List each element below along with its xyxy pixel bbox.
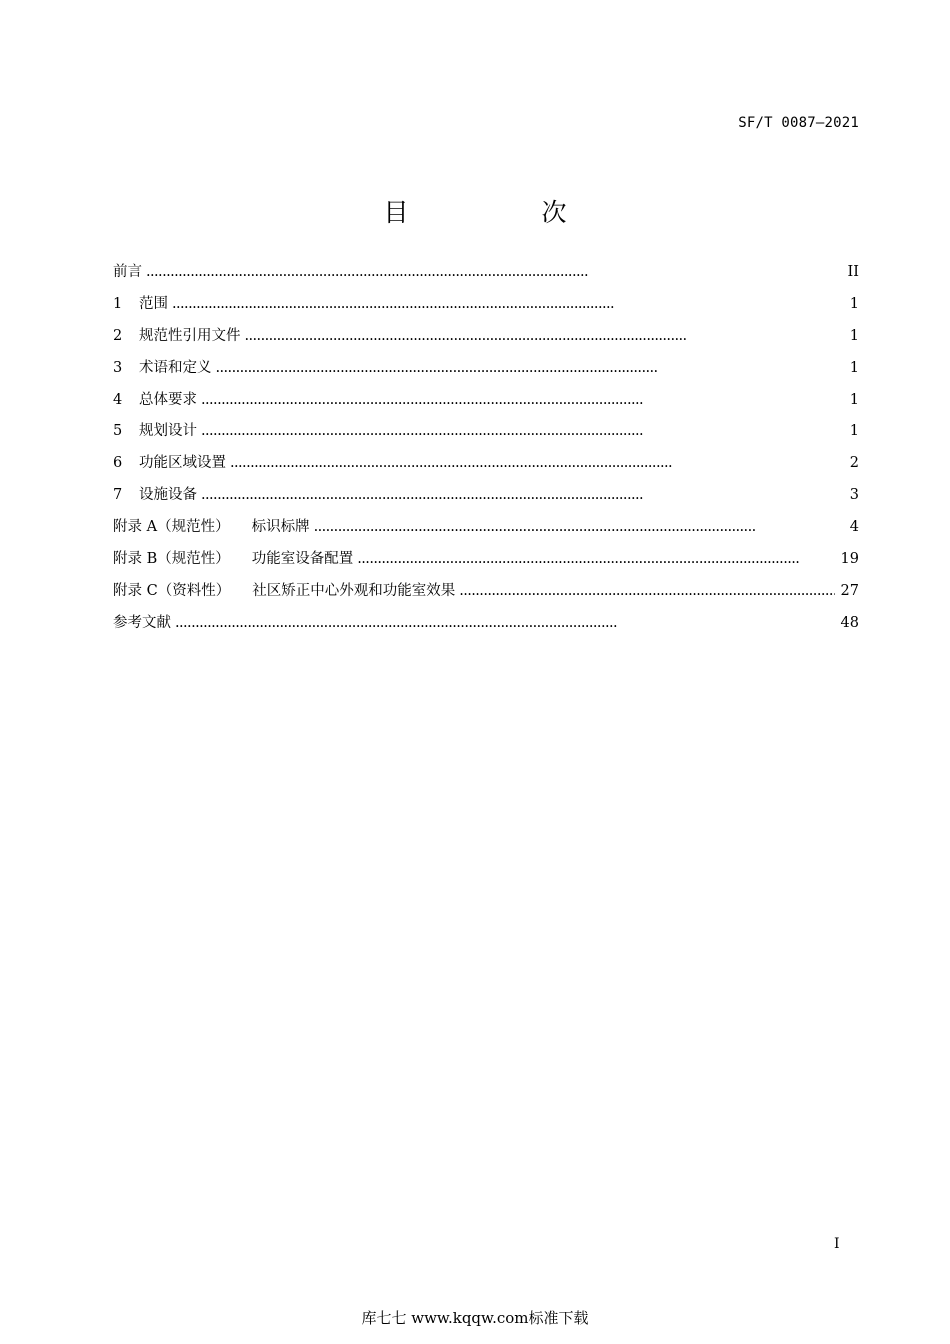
document-code: SF/T 0087—2021: [738, 115, 859, 131]
toc-leader-dots: [245, 328, 840, 344]
toc-appendix-tag: 附录 A（规范性）: [113, 519, 230, 536]
toc-entry-page: 3: [849, 487, 859, 504]
toc-leader-dots: [230, 455, 839, 471]
toc-leader-dots: [175, 615, 835, 631]
toc-entry-general-requirements[interactable]: [113, 388, 859, 420]
toc-entry-number: 3: [113, 359, 123, 376]
toc-entry-label: 功能区域设置: [139, 455, 226, 472]
toc-entry-planning-design[interactable]: [113, 419, 859, 451]
toc-entry-label: 社区矫正中心外观和功能室效果: [252, 582, 456, 599]
toc-entry-label: 术语和定义: [139, 359, 212, 376]
toc-appendix-tag: 附录 B（规范性）: [113, 551, 230, 568]
toc-entry-scope[interactable]: [113, 292, 859, 324]
toc-list: [113, 260, 859, 643]
toc-entry-page: 27: [840, 582, 859, 599]
toc-entry-label: 前言: [113, 264, 142, 280]
toc-entry-page: 1: [849, 391, 859, 408]
toc-leader-dots: [201, 392, 839, 408]
toc-leader-dots: [357, 551, 834, 567]
toc-entry-label: 功能室设备配置: [251, 551, 354, 568]
toc-title: 目 次: [383, 198, 621, 227]
toc-entry-terms[interactable]: [113, 356, 859, 388]
toc-leader-dots: [201, 487, 839, 503]
toc-entry-number: 2: [113, 327, 123, 344]
toc-entry-page: II: [847, 264, 859, 280]
toc-leader-dots: [314, 519, 839, 535]
toc-entry-facilities[interactable]: [113, 483, 859, 515]
toc-leader-dots: [146, 264, 839, 280]
toc-appendix-tag: 附录 C（资料性）: [113, 582, 231, 599]
download-watermark: 库七七 www.kqqw.com标准下载: [361, 1309, 589, 1327]
toc-entry-number: 6: [113, 455, 123, 472]
toc-entry-page: 48: [840, 614, 859, 631]
toc-entry-page: 19: [840, 551, 859, 568]
toc-leader-dots: [201, 423, 839, 439]
toc-entry-number: 4: [113, 391, 123, 408]
toc-entry-label: 规划设计: [139, 423, 197, 440]
toc-entry-page: 4: [849, 519, 859, 536]
page-number: I: [834, 1236, 840, 1252]
toc-leader-dots: [172, 296, 839, 312]
toc-entry-label: 参考文献: [113, 614, 171, 631]
toc-entry-number: 7: [113, 487, 123, 504]
toc-leader-dots: [459, 583, 834, 599]
toc-entry-page: 2: [849, 455, 859, 472]
toc-entry-foreword[interactable]: [113, 260, 859, 292]
toc-entry-appendix-a[interactable]: [113, 515, 859, 547]
toc-entry-page: 1: [849, 359, 859, 376]
toc-entry-appendix-c[interactable]: [113, 579, 859, 611]
toc-entry-number: 1: [113, 295, 123, 312]
toc-entry-page: 1: [849, 423, 859, 440]
toc-entry-bibliography[interactable]: [113, 611, 859, 643]
toc-entry-normative-references[interactable]: [113, 324, 859, 356]
toc-entry-number: 5: [113, 423, 123, 440]
toc-entry-appendix-b[interactable]: [113, 547, 859, 579]
toc-entry-label: 设施设备: [139, 487, 197, 504]
toc-leader-dots: [216, 360, 840, 376]
toc-entry-label: 规范性引用文件: [139, 327, 241, 344]
toc-entry-functional-areas[interactable]: [113, 451, 859, 483]
toc-entry-label: 标识标牌: [251, 519, 310, 536]
toc-entry-label: 总体要求: [139, 391, 197, 408]
toc-entry-label: 范围: [139, 295, 168, 312]
toc-entry-page: 1: [849, 327, 859, 344]
toc-entry-page: 1: [849, 295, 859, 312]
